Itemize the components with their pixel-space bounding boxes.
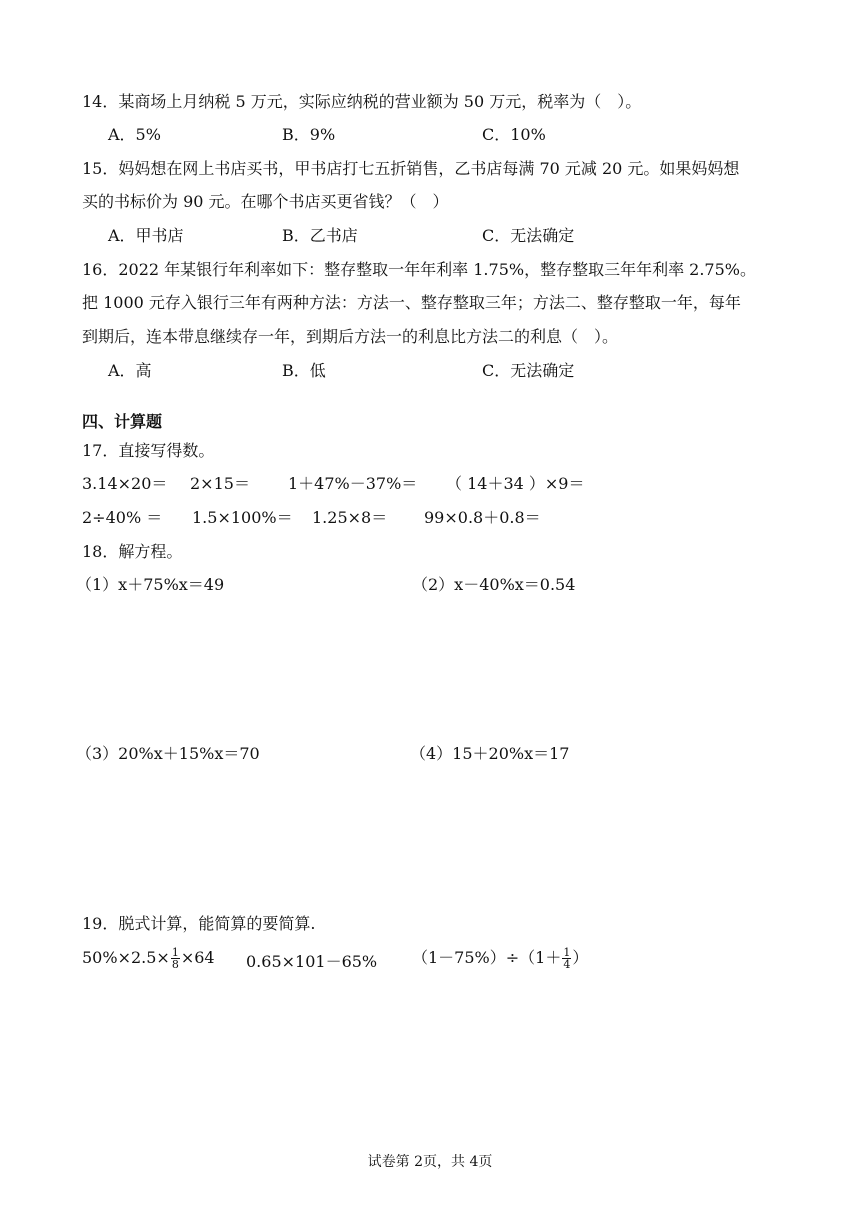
q17-item: 2×15＝: [190, 474, 250, 493]
fraction: [171, 947, 180, 970]
q17-item: 2÷40% ＝: [82, 508, 163, 527]
q17-item: （ 14＋34 ）×9＝: [446, 474, 585, 493]
q18-item-2: （2）x－40%x＝0.54: [412, 575, 576, 594]
section-title: 四、计算题: [82, 412, 163, 431]
q16-stem-line1: 16．2022 年某银行年利率如下：整存整取一年年利率 1.75%，整存整取三年年利率 2.75%。: [82, 260, 756, 279]
q19-expr1-post: ×64: [180, 948, 215, 967]
q14-option-c: C．10%: [482, 125, 546, 144]
q19-expr3-post: ）: [572, 948, 589, 967]
q14-option-b: B．9%: [282, 125, 336, 144]
q17-item: 3.14×20＝: [82, 474, 168, 493]
q19-stem: 19．脱式计算，能简算的要简算.: [82, 914, 316, 933]
q16-option-b: B．低: [282, 361, 326, 380]
fraction: [562, 947, 571, 970]
q15-option-c: C．无法确定: [482, 226, 575, 245]
q16-option-a: A．高: [108, 361, 152, 380]
q17-item: 1.25×8＝: [312, 508, 388, 527]
q17-stem: 17．直接写得数。: [82, 441, 215, 460]
q14-option-a: A．5%: [108, 125, 161, 144]
q19-expr3-pre: （1－75%）÷（1＋: [412, 948, 562, 967]
q14-stem: 14．某商场上月纳税 5 万元，实际应纳税的营业额为 50 万元，税率为（ ）。: [82, 92, 642, 111]
q17-item: 99×0.8＋0.8＝: [424, 508, 541, 527]
q16-stem-line2: 把 1000 元存入银行三年有两种方法：方法一、整存整取三年；方法二、整存整取一年，每年: [82, 293, 741, 312]
fraction-denominator: 4: [563, 958, 571, 971]
q19-expression-3: [412, 947, 588, 970]
q15-stem-line2: 买的书标价为 90 元。在哪个书店买更省钱？（ ）: [82, 192, 449, 211]
q15-option-b: B．乙书店: [282, 226, 358, 245]
page-footer: 试卷第 2页，共 4页: [367, 1154, 493, 1170]
q19-expression-1: [82, 947, 215, 970]
q17-item: 1＋47%－37%＝: [288, 474, 418, 493]
q19-expr1-pre: 50%×2.5×: [82, 948, 170, 967]
q18-item-1: （1）x＋75%x＝49: [76, 575, 225, 594]
q19-expression-2: 0.65×101－65%: [246, 952, 378, 971]
q15-stem-line1: 15．妈妈想在网上书店买书，甲书店打七五折销售，乙书店每满 70 元减 20 元。如果妈妈想: [82, 159, 740, 178]
fraction-denominator: 8: [171, 958, 179, 971]
q16-stem-line3: 到期后，连本带息继续存一年，到期后方法一的利息比方法二的利息（ ）。: [82, 327, 619, 346]
fraction-numerator: 1: [563, 946, 571, 959]
q15-option-a: A．甲书店: [108, 226, 184, 245]
q16-option-c: C．无法确定: [482, 361, 575, 380]
q18-item-3: （3）20%x＋15%x＝70: [76, 744, 260, 763]
q17-item: 1.5×100%＝: [192, 508, 293, 527]
q18-item-4: （4）15＋20%x＝17: [410, 744, 570, 763]
fraction-numerator: 1: [171, 946, 179, 959]
q18-stem: 18．解方程。: [82, 542, 183, 561]
